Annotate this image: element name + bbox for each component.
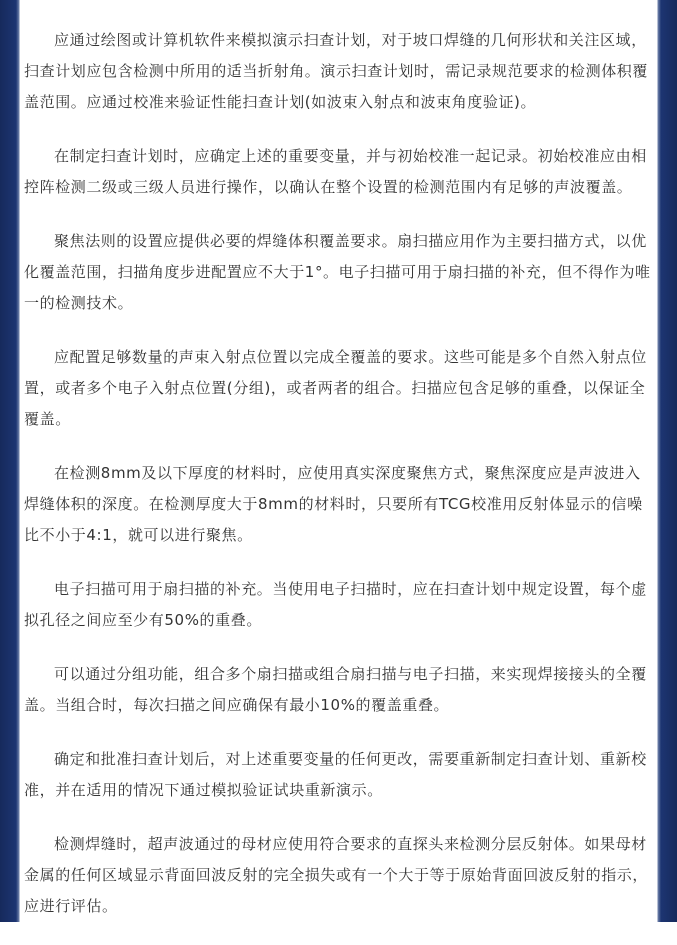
right-border-frame — [657, 0, 677, 922]
paragraph-6: 电子扫描可用于扇扫描的补充。当使用电子扫描时，应在扫查计划中规定设置，每个虚拟孔径之间应至少有50%的重叠。 — [24, 580, 647, 629]
left-border-frame — [0, 0, 20, 922]
paragraph-3: 聚焦法则的设置应提供必要的焊缝体积覆盖要求。扇扫描应用作为主要扫描方式，以优化覆盖范围，扫描角度步进配置应不大于1°。电子扫描可用于扇扫描的补充，但不得作为唯一的检测技术。 — [24, 232, 651, 312]
paragraph-8: 确定和批准扫查计划后，对上述重要变量的任何更改，需要重新制定扫查计划、重新校准，并在适用的情况下通过模拟验证试块重新演示。 — [24, 750, 647, 799]
article-body — [24, 25, 653, 945]
paragraph-4: 应配置足够数量的声束入射点位置以完成全覆盖的要求。这些可能是多个自然入射点位置，或者多个电子入射点位置(分组)，或者两者的组合。扫描应包含足够的重叠，以保证全覆盖。 — [24, 348, 647, 428]
paragraph-1: 应通过绘图或计算机软件来模拟演示扫查计划，对于坡口焊缝的几何形状和关注区域，扫查计划应包含检测中所用的适当折射角。演示扫查计划时，需记录规范要求的检测体积覆盖范围。应通过校准来验证性能扫查计划(如波束入射点和波束角度验证)。 — [24, 31, 649, 111]
paragraph-9: 检测焊缝时，超声波通过的母材应使用符合要求的直探头来检测分层反射体。如果母材金属的任何区域显示背面回波反射的完全损失或有一个大于等于原始背面回波反射的指示，应进行评估。 — [24, 835, 649, 915]
paragraph-7: 可以通过分组功能，组合多个扇扫描或组合扇扫描与电子扫描，来实现焊接接头的全覆盖。当组合时，每次扫描之间应确保有最小10%的覆盖重叠。 — [24, 665, 647, 714]
paragraph-2: 在制定扫查计划时，应确定上述的重要变量，并与初始校准一起记录。初始校准应由相控阵检测二级或三级人员进行操作，以确认在整个设置的检测范围内有足够的声波覆盖。 — [24, 147, 647, 196]
paragraph-5: 在检测8mm及以下厚度的材料时，应使用真实深度聚焦方式，聚焦深度应是声波进入焊缝体积的深度。在检测厚度大于8mm的材料时，只要所有TCG校准用反射体显示的信噪比不小于4:1，就可以进行聚焦。 — [24, 464, 643, 544]
